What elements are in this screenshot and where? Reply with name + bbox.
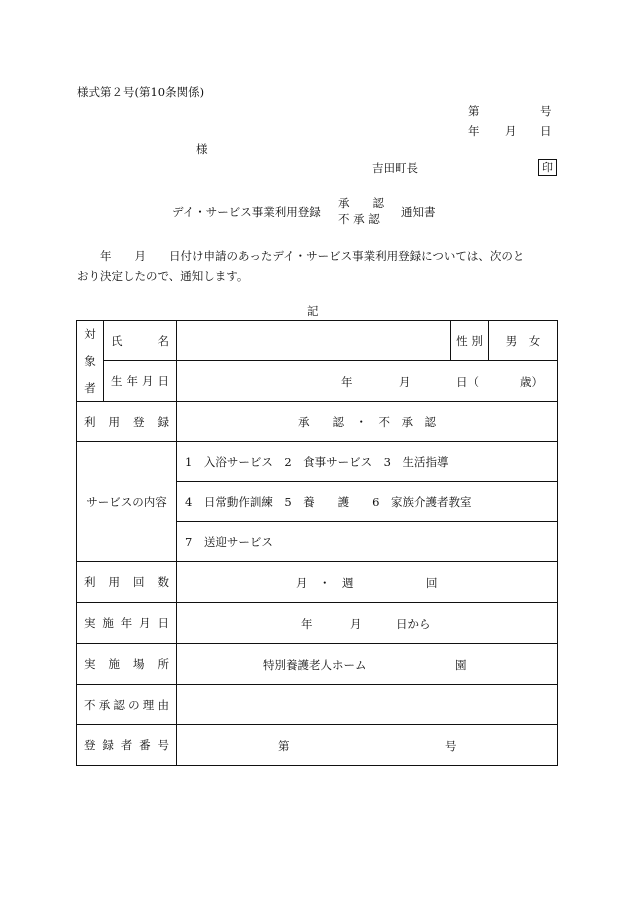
seal-mark: 印: [538, 159, 557, 176]
place-en: 園: [455, 658, 467, 672]
body-line-2: おり決定したので、通知します。: [77, 269, 249, 283]
regno-value-cell[interactable]: [177, 725, 558, 766]
place-label-cell: [77, 644, 177, 685]
place-char-3: 場: [133, 657, 145, 671]
regno-char-2: 録: [102, 738, 114, 752]
target-char-2: 象: [84, 353, 96, 368]
addressee-suffix: 様: [196, 142, 208, 156]
form-reference: 様式第２号(第10条関係): [77, 85, 205, 99]
regno-char-1: 登: [84, 738, 96, 752]
birth-char-4: 日: [157, 374, 169, 388]
reason-char-6: 由: [157, 697, 169, 712]
registration-table: [76, 320, 558, 766]
start-char-2: 施: [102, 616, 114, 630]
regno-char-4: 番: [139, 738, 151, 752]
target-char-3: 者: [84, 380, 96, 395]
name-label-char-1: 氏: [111, 333, 123, 348]
name-label-cell: [104, 321, 177, 361]
start-char-1: 実: [84, 616, 96, 630]
place-char-4: 所: [157, 657, 169, 671]
regno-prefix: 第: [278, 739, 290, 753]
birth-day: 日（: [456, 375, 479, 389]
date-day: 日: [540, 124, 552, 138]
regno-char-3: 者: [120, 738, 133, 752]
date-year: 年: [468, 124, 480, 138]
registration-label-cell: [77, 402, 177, 442]
service-row-1[interactable]: [177, 442, 558, 482]
start-char-3: 年: [120, 616, 133, 630]
place-facility: 特別養護老人ホーム: [263, 658, 367, 672]
reason-char-2: 承: [98, 697, 111, 712]
service-row-2-text: 4 日常動作訓練 5 養 護 6 家族介護者教室: [185, 494, 472, 509]
regno-label-cell: [77, 725, 177, 766]
name-value-cell[interactable]: [177, 321, 451, 361]
birth-char-1: 生: [111, 374, 123, 388]
birth-char-2: 年: [126, 374, 138, 388]
target-char-1: 対: [84, 327, 96, 342]
start-month: 月: [350, 617, 362, 631]
number-prefix: 第: [468, 104, 480, 118]
start-char-5: 日: [157, 616, 169, 630]
birth-char-3: 月: [142, 374, 154, 388]
frequency-char-3: 回: [133, 575, 145, 589]
reason-label-cell: [77, 685, 177, 725]
frequency-char-1: 利: [84, 575, 96, 589]
title-disapprove: 不 承 認: [338, 212, 380, 226]
frequency-month-week: 月 ・ 週: [296, 576, 354, 590]
gender-label-cell: 性 別: [451, 321, 489, 361]
reason-char-3: 認: [113, 697, 125, 712]
frequency-times: 回: [426, 576, 438, 590]
body-line-1: 年 月 日付け申請のあったデイ・サービス事業利用登録については、次のと: [77, 249, 525, 263]
reason-char-5: 理: [142, 697, 155, 712]
start-char-4: 月: [139, 616, 151, 630]
title-approve: 承 認: [338, 196, 384, 210]
reason-char-1: 不: [84, 697, 96, 712]
issuer-name: 吉田町長: [372, 161, 418, 175]
start-label-cell: [77, 603, 177, 644]
service-row-1-text: 1 入浴サービス 2 食事サービス 3 生活指導: [185, 454, 449, 469]
service-row-3-text: 7 送迎サービス: [185, 534, 273, 549]
birth-age: 歳）: [520, 375, 543, 389]
start-day: 日から: [396, 617, 431, 631]
start-year: 年: [301, 617, 313, 631]
reason-char-4: の: [128, 697, 140, 712]
birth-month: 月: [399, 375, 411, 389]
service-row-2[interactable]: [177, 482, 558, 522]
place-value-cell[interactable]: [177, 644, 558, 685]
regno-char-5: 号: [157, 738, 169, 752]
name-label-char-2: 名: [157, 333, 169, 348]
registration-char-2: 用: [108, 414, 120, 429]
title-suffix: 通知書: [401, 205, 436, 219]
start-value-cell[interactable]: [177, 603, 558, 644]
gender-value-cell[interactable]: 男 女: [489, 321, 558, 361]
place-char-1: 実: [84, 657, 96, 671]
regno-suffix: 号: [445, 739, 457, 753]
frequency-char-4: 数: [157, 575, 169, 589]
birth-value-cell[interactable]: [177, 361, 558, 402]
title-prefix: デイ・サービス事業利用登録: [172, 205, 321, 219]
registration-char-3: 登: [133, 414, 145, 429]
registration-char-1: 利: [84, 414, 96, 429]
place-char-2: 施: [108, 657, 120, 671]
number-suffix: 号: [540, 104, 552, 118]
frequency-label-cell: [77, 562, 177, 603]
service-row-3[interactable]: [177, 522, 558, 562]
birth-label-cell: [104, 361, 177, 402]
registration-char-4: 録: [157, 414, 169, 429]
frequency-value-cell[interactable]: [177, 562, 558, 603]
ki-mark: 記: [307, 304, 319, 318]
service-label-cell: サービスの内容: [77, 442, 177, 562]
registration-value-cell[interactable]: 承 認 ・ 不 承 認: [177, 402, 558, 442]
reason-value-cell[interactable]: [177, 685, 558, 725]
date-month: 月: [505, 124, 517, 138]
target-label-cell: [77, 321, 104, 402]
frequency-char-2: 用: [108, 575, 120, 589]
birth-year: 年: [341, 375, 353, 389]
